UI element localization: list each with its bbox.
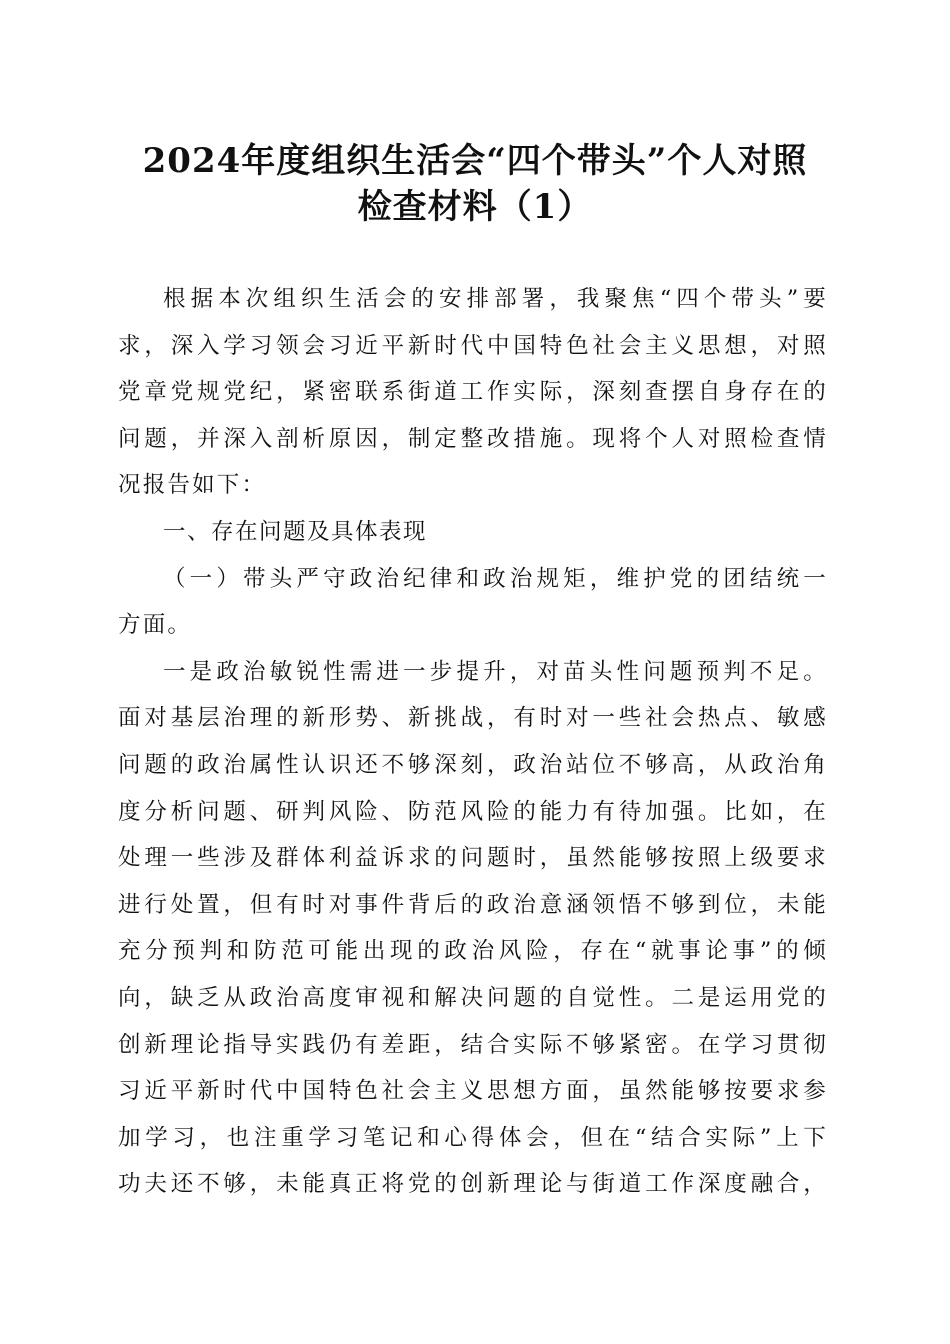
- paragraph-line: 度分析问题、研判风险、防范风险的能力有待加强。比如，在: [118, 798, 828, 825]
- subsection-line: 方面。: [118, 612, 193, 639]
- subsection-heading: [118, 556, 828, 649]
- intro-line: 况报告如下：: [118, 472, 267, 499]
- document-title-line-2: 检查材料（1）: [357, 187, 593, 227]
- intro-line: 求，深入学习领会习近平新时代中国特色社会主义思想，对照: [118, 332, 828, 359]
- paragraph-line: 进行处置，但有时对事件背后的政治意涵领悟不够到位，未能: [118, 891, 828, 918]
- subsection-line: （一）带头严守政治纪律和政治规矩，维护党的团结统一: [163, 565, 828, 592]
- section-heading-text: 一、存在问题及具体表现: [163, 518, 428, 545]
- paragraph-line: 一是政治敏锐性需进一步提升，对苗头性问题预判不足。: [163, 658, 828, 685]
- paragraph-line: 加学习，也注重学习笔记和心得体会，但在“结合实际”上下: [118, 1124, 828, 1151]
- paragraph-line: 习近平新时代中国特色社会主义思想方面，虽然能够按要求参: [118, 1078, 828, 1105]
- document-body: [118, 276, 828, 1208]
- paragraph-line: 充分预判和防范可能出现的政治风险，存在“就事论事”的倾: [118, 938, 828, 965]
- document-title-line-1: 2024年度组织生活会“四个带头”个人对照: [142, 141, 808, 181]
- intro-line: 问题，并深入剖析原因，制定整改措施。现将个人对照检查情: [118, 425, 828, 452]
- paragraph-line: 功夫还不够，未能真正将党的创新理论与街道工作深度融合，: [118, 1171, 828, 1198]
- paragraph-line: 处理一些涉及群体利益诉求的问题时，虽然能够按照上级要求: [118, 845, 828, 872]
- paragraph-line: 问题的政治属性认识还不够深刻，政治站位不够高，从政治角: [118, 751, 828, 778]
- paragraph-line: 向，缺乏从政治高度审视和解决问题的自觉性。二是运用党的: [118, 984, 828, 1011]
- intro-line: 根据本次组织生活会的安排部署，我聚焦“四个带头”要: [163, 286, 828, 312]
- intro-paragraph: [118, 276, 828, 509]
- body-paragraph: [118, 649, 828, 1208]
- intro-line: 党章党规党纪，紧密联系街道工作实际，深刻查摆自身存在的: [118, 379, 828, 406]
- paragraph-line: 创新理论指导实践仍有差距，结合实际不够紧密。在学习贯彻: [118, 1031, 828, 1058]
- paragraph-line: 面对基层治理的新形势、新挑战，有时对一些社会热点、敏感: [118, 705, 828, 732]
- section-heading: [118, 509, 828, 556]
